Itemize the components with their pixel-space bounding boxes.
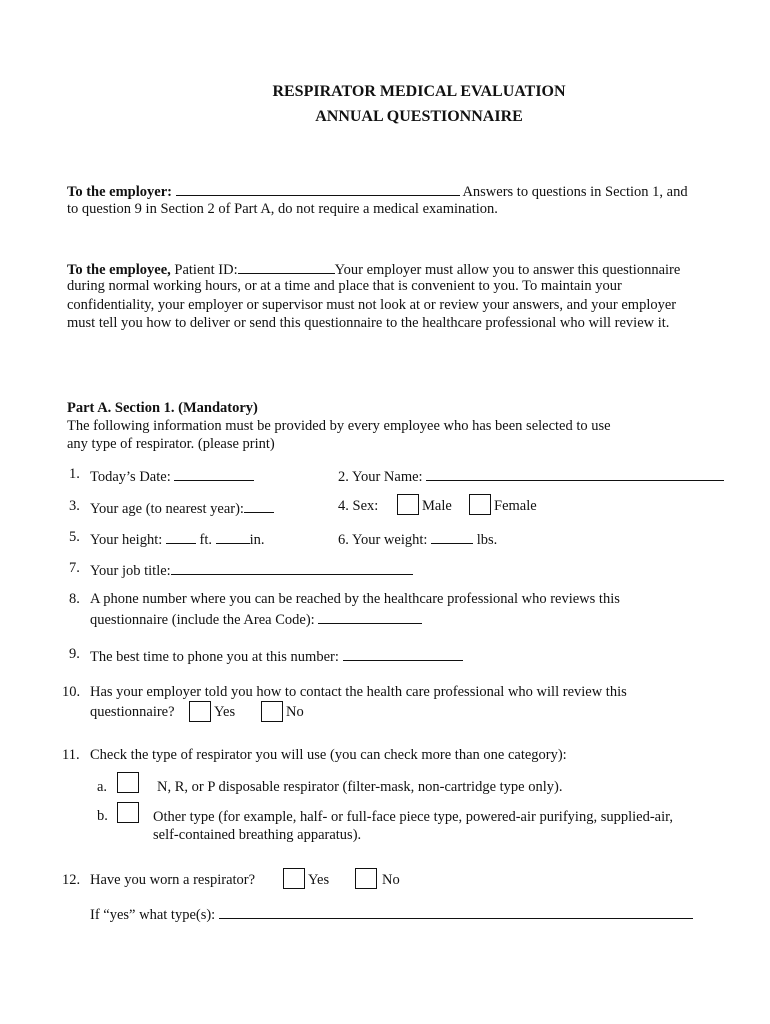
date-field[interactable] [174, 466, 254, 481]
question-1 [90, 466, 254, 486]
q10-no-checkbox[interactable] [261, 701, 283, 722]
height-inches-field[interactable] [216, 529, 250, 544]
question-9 [90, 646, 463, 666]
question-10-line-1: Has your employer told you how to contact the health care professional who will review this [90, 684, 627, 700]
q10-yes-label: Yes [214, 704, 236, 720]
employee-text-2: during normal working hours, or at a time and place that is convenient to you. To maintain your [67, 278, 622, 294]
option-a-checkbox[interactable] [117, 772, 139, 793]
question-5 [90, 529, 265, 549]
sex-female-label: Female [494, 498, 537, 514]
patient-id-label: Patient ID: [174, 262, 238, 278]
question-11: Check the type of respirator you will use (you can check more than one category): [90, 747, 567, 763]
job-title-field[interactable] [171, 560, 413, 575]
option-a-label: a. [97, 779, 108, 795]
height-feet-unit: ft. [199, 532, 212, 548]
question-3-number: 3. [69, 498, 80, 514]
question-1-label: Today’s Date: [90, 469, 171, 485]
sex-female-checkbox[interactable] [469, 494, 491, 515]
name-field[interactable] [426, 466, 724, 481]
best-time-field[interactable] [343, 646, 463, 661]
employer-label: To the employer: [67, 184, 172, 200]
form-title: RESPIRATOR MEDICAL EVALUATION [272, 83, 566, 100]
question-5-number: 5. [69, 529, 80, 545]
question-10-line-2: questionnaire? [90, 704, 175, 720]
employer-line [67, 181, 688, 201]
q12-no-label: No [382, 872, 400, 888]
form-subtitle: ANNUAL QUESTIONNAIRE [315, 108, 523, 125]
part-a-intro-2: any type of respirator. (please print) [67, 436, 275, 452]
question-6 [338, 529, 497, 549]
part-a-heading: Part A. Section 1. (Mandatory) [67, 400, 258, 416]
sex-male-checkbox[interactable] [397, 494, 419, 515]
employee-label: To the employee, [67, 262, 171, 278]
question-9-label: The best time to phone you at this number: [90, 649, 339, 665]
question-9-number: 9. [69, 646, 80, 662]
q10-no-label: No [286, 704, 304, 720]
employee-line [67, 259, 680, 279]
question-8 [90, 609, 422, 629]
question-12: Have you worn a respirator? [90, 872, 256, 888]
option-b-text-1: Other type (for example, half- or full-face piece type, powered-air purifying, supplied-air, [153, 809, 673, 825]
height-inches-unit: in. [249, 532, 265, 548]
employer-text: Answers to questions in Section 1, and [462, 184, 688, 200]
option-b-text-2: self-contained breathing apparatus). [153, 827, 362, 843]
employer-text-2: to question 9 in Section 2 of Part A, do not require a medical examination. [67, 201, 498, 217]
q10-yes-checkbox[interactable] [189, 701, 211, 722]
question-7 [90, 560, 413, 580]
phone-field[interactable] [318, 609, 422, 624]
sex-male-label: Male [422, 498, 452, 514]
question-12-followup [90, 904, 693, 924]
question-3-label: Your age (to nearest year): [90, 501, 244, 517]
question-10-number: 10. [62, 684, 81, 700]
question-12-followup-label: If “yes” what type(s): [90, 907, 216, 923]
option-b-checkbox[interactable] [117, 802, 139, 823]
weight-field[interactable] [431, 529, 473, 544]
patient-id-field[interactable] [238, 259, 335, 274]
option-b-label: b. [97, 808, 108, 824]
employee-text-4: must tell you how to deliver or send this questionnaire to the healthcare professional who will review it. [67, 315, 670, 331]
question-3 [90, 498, 274, 518]
employee-text-3: confidentiality, your employer or supervisor must not look at or review your answers, and your employer [67, 297, 677, 313]
weight-unit: lbs. [476, 532, 498, 548]
question-7-label: Your job title: [90, 563, 171, 579]
q12-yes-checkbox[interactable] [283, 868, 305, 889]
part-a-intro-1: The following information must be provided by every employee who has been selected to use [67, 418, 611, 434]
question-11-number: 11. [62, 747, 80, 763]
employer-field[interactable] [176, 181, 460, 196]
respirator-type-field[interactable] [219, 904, 693, 919]
question-8-label: questionnaire (include the Area Code): [90, 612, 315, 628]
employee-text-1: Your employer must allow you to answer this questionnaire [334, 262, 681, 278]
question-2 [338, 466, 724, 486]
question-6-label: 6. Your weight: [338, 532, 428, 548]
option-a-text: N, R, or P disposable respirator (filter-mask, non-cartridge type only). [157, 779, 563, 795]
age-field[interactable] [244, 498, 274, 513]
height-feet-field[interactable] [166, 529, 196, 544]
question-5-label: Your height: [90, 532, 163, 548]
question-8-line-1: A phone number where you can be reached by the healthcare professional who reviews this [90, 591, 620, 607]
q12-yes-label: Yes [308, 872, 330, 888]
question-8-number: 8. [69, 591, 80, 607]
question-4-label: 4. Sex: [338, 498, 379, 514]
q12-no-checkbox[interactable] [355, 868, 377, 889]
question-1-number: 1. [69, 466, 80, 482]
question-2-label: 2. Your Name: [338, 469, 423, 485]
question-12-number: 12. [62, 872, 81, 888]
question-7-number: 7. [69, 560, 80, 576]
